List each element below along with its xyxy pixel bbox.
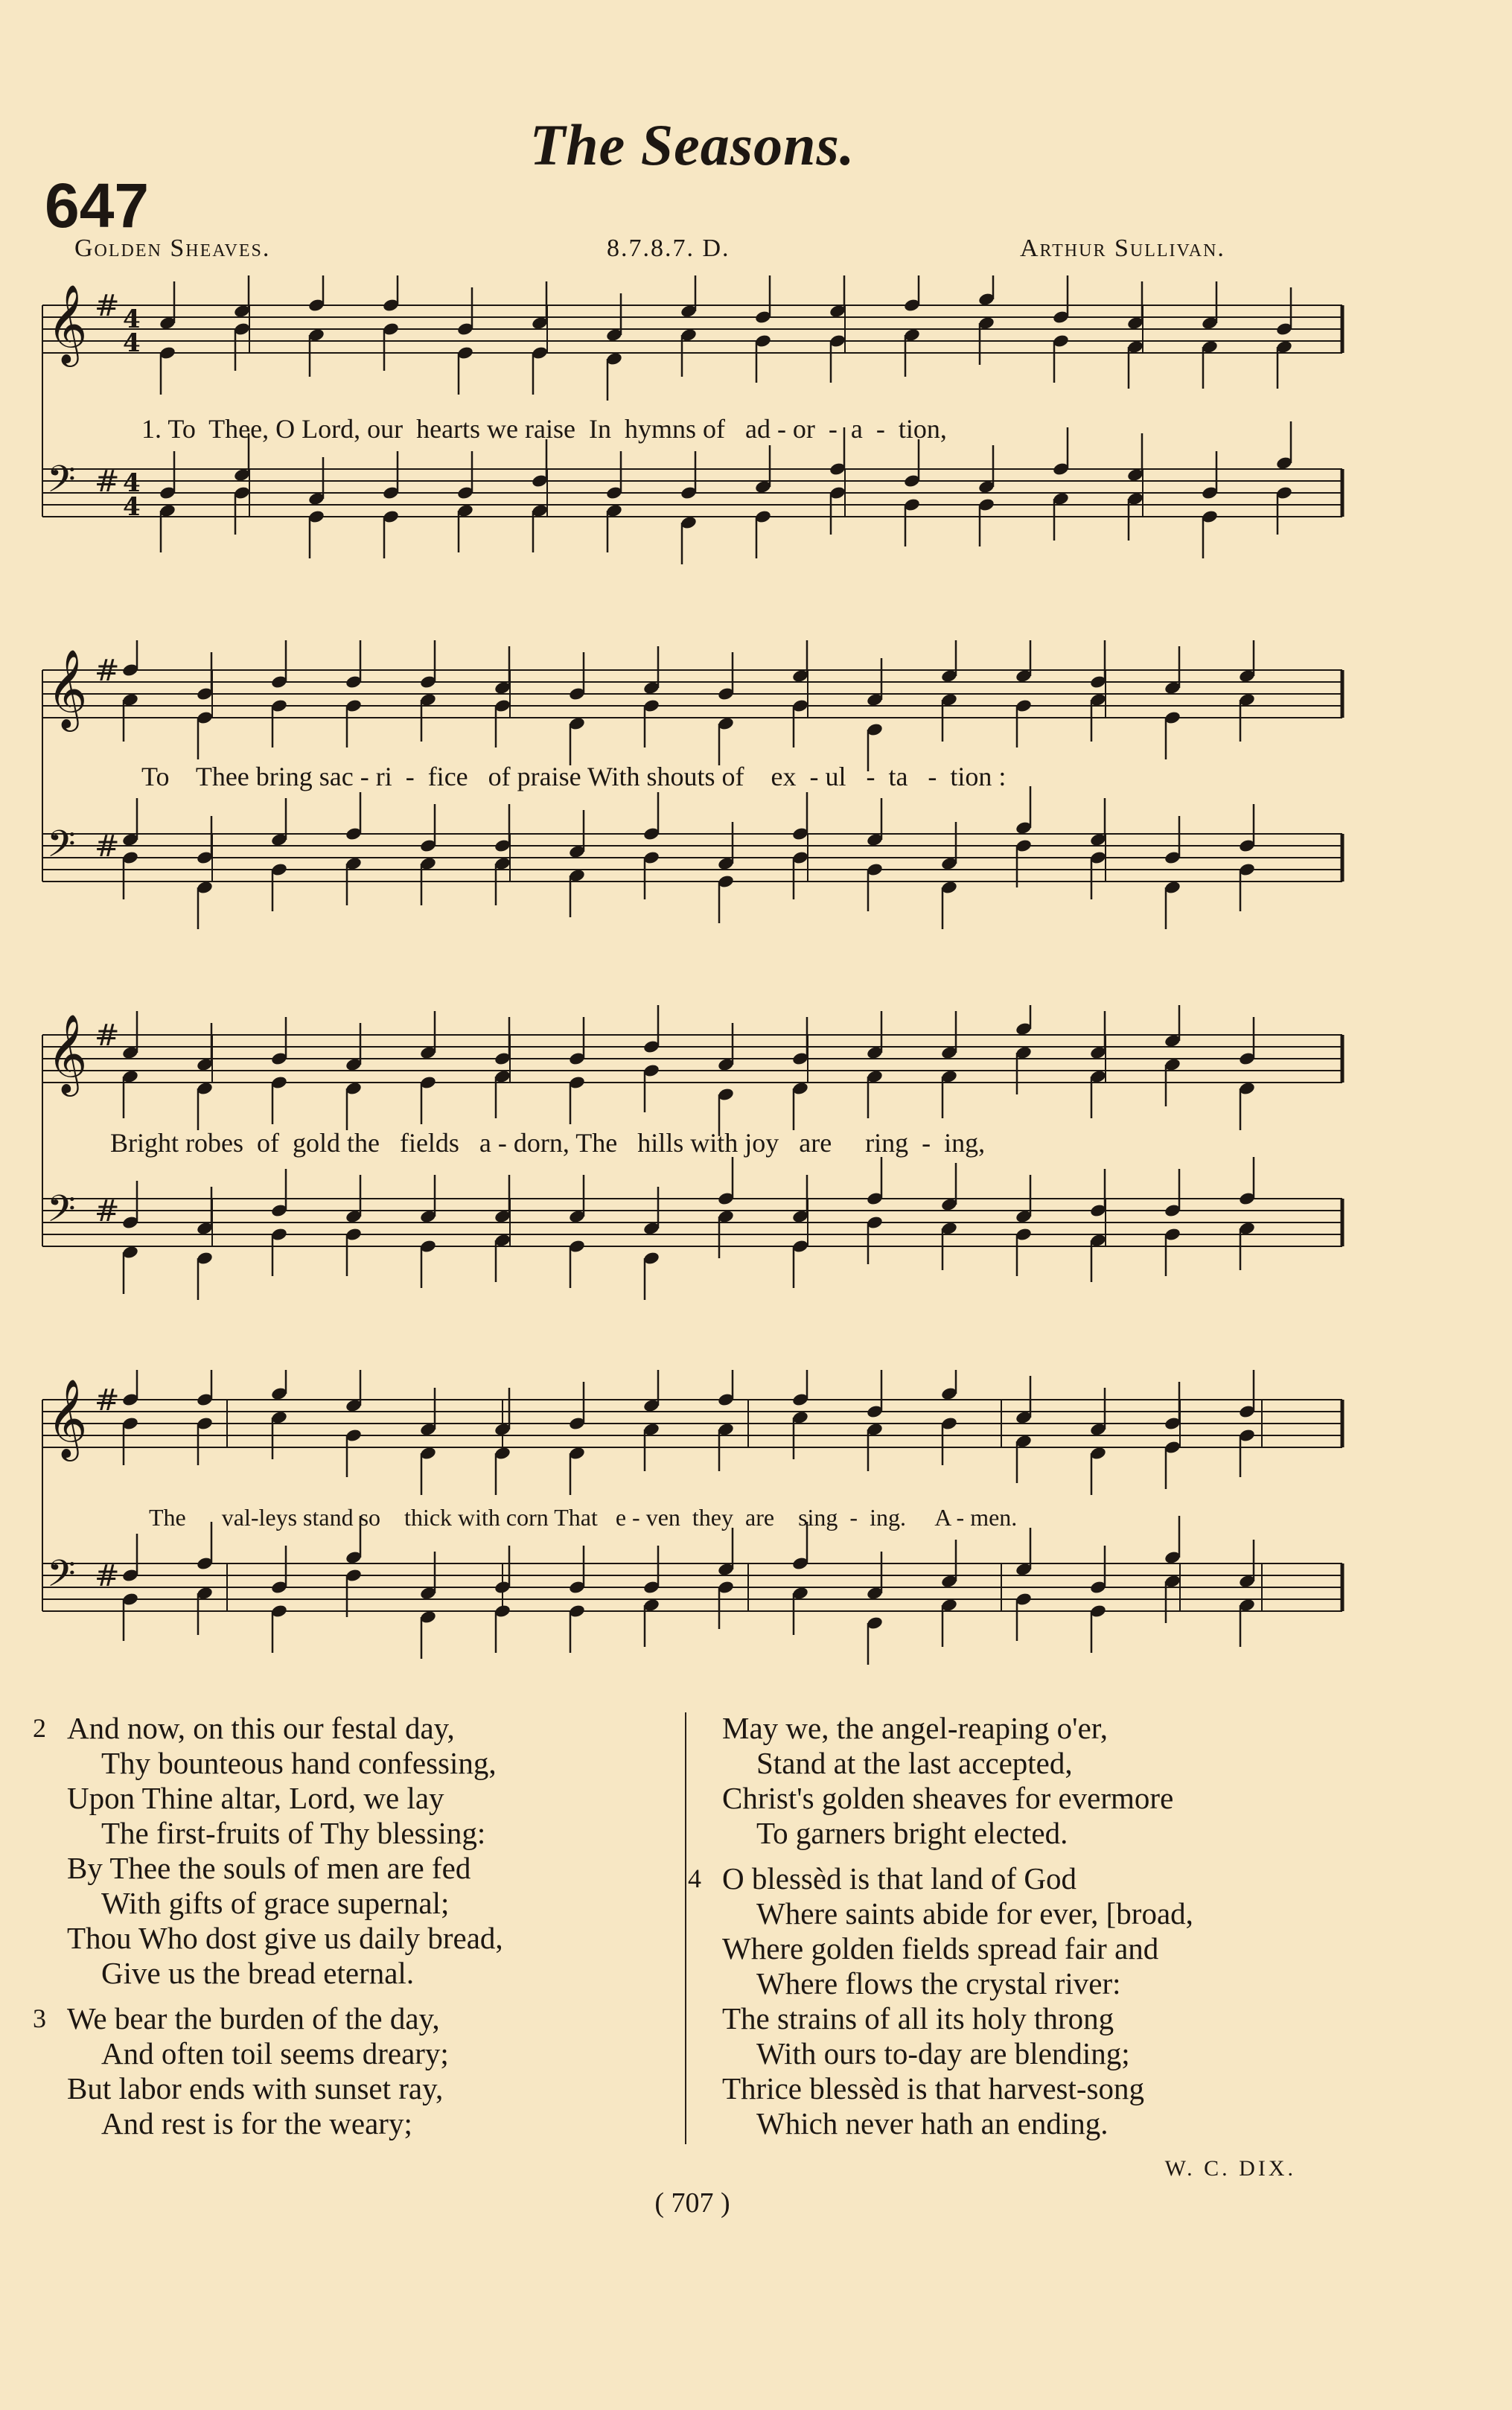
verse-line: Stand at the last accepted, [756,1746,1073,1780]
stanza-3-continued [722,1711,1362,1851]
verse-number: 2 [33,1713,46,1743]
lyric-line-1: 1. To Thee, O Lord, our hearts we raise In hymns of ad - or - a - tion, [141,414,947,444]
verse-number: 4 [688,1864,701,1893]
svg-text:#: # [95,1194,120,1228]
svg-text:𝄞: 𝄞 [47,284,88,363]
verse-line: Thy bounteous hand confessing, [101,1746,497,1780]
svg-text:𝄢: 𝄢 [47,823,76,875]
verse-line: The first-fruits of Thy blessing: [101,1816,486,1850]
treble-staff [42,284,1342,367]
verse-line: By Thee the souls of men are fed [67,1851,471,1885]
verse-line: Give us the bread eternal. [101,1956,415,1990]
lyric-line-2: To Thee bring sac - ri - fice of praise With shouts of ex - ul - ta - tion : [141,762,1007,791]
svg-text:#: # [95,1018,120,1053]
svg-text:𝄞: 𝄞 [47,1013,88,1093]
stanza-2 [33,1711,677,1991]
verse-line: And rest is for the weary; [101,2106,412,2140]
svg-text:#: # [95,654,120,688]
meter: 8.7.8.7. D. [607,235,730,262]
lyric-line-4: The val-leys stand so thick with corn That e - ven they are sing - ing. A - men. [149,1504,1018,1531]
treble-staff [42,1013,1342,1097]
verse-line: Where golden fields spread fair and [722,1931,1159,1966]
svg-text:4: 4 [123,305,141,334]
svg-text:4: 4 [123,492,141,522]
verse-number: 3 [33,2003,46,2033]
verses-left-column [33,1711,677,2152]
verse-line: Upon Thine altar, Lord, we lay [67,1781,444,1815]
verse-line: To garners bright elected. [756,1816,1068,1850]
composer: Arthur Sullivan. [1020,235,1225,262]
verse-line: But labor ends with sunset ray, [67,2071,444,2105]
verse-line: Thou Who dost give us daily bread, [67,1921,503,1955]
text-author: W. C. DIX. [1164,2156,1296,2181]
svg-text:#: # [95,1559,120,1593]
stanza-4 [688,1861,1362,2141]
verse-line: And often toil seems dreary; [101,2036,449,2071]
verse-line: With gifts of grace supernal; [101,1886,450,1920]
verse-line: The strains of all its holy throng [722,2001,1114,2036]
page-number: ( 707 ) [654,2187,730,2219]
svg-text:#: # [95,289,120,323]
verse-line: And now, on this our festal day, [67,1711,455,1745]
svg-text:4: 4 [123,468,141,498]
treble-staff [42,1378,1342,1461]
verse-line: May we, the angel-reaping o'er, [722,1711,1109,1745]
hymn-number: 647 [45,170,150,240]
stanza-3 [33,2001,677,2141]
treble-staff [42,648,1342,732]
column-divider [685,1712,686,2144]
verse-line: Christ's golden sheaves for evermore [722,1781,1174,1815]
svg-text:𝄢: 𝄢 [47,458,76,510]
svg-text:4: 4 [123,328,141,358]
verse-line: Where saints abide for ever, [broad, [756,1896,1193,1931]
bass-staff [42,1552,1342,1611]
svg-text:#: # [95,829,120,864]
verse-line: With ours to-day are blending; [756,2036,1130,2071]
svg-text:𝄢: 𝄢 [47,1188,76,1240]
verses-right-column [688,1711,1362,2152]
bass-staff [42,458,1342,517]
lyric-line-3: Bright robes of gold the fields a - dorn, The hills with joy are ring - ing, [110,1128,986,1158]
svg-text:#: # [95,1383,120,1418]
verse-line: O blessèd is that land of God [722,1861,1076,1896]
svg-text:𝄢: 𝄢 [47,1552,76,1604]
verse-line: We bear the burden of the day, [67,2001,440,2036]
tune-name: Golden Sheaves. [74,235,271,262]
verse-line: Where flows the crystal river: [756,1966,1121,2001]
verse-line: Thrice blessèd is that harvest-song [722,2071,1145,2105]
svg-text:𝄞: 𝄞 [47,1378,88,1458]
bass-staff [42,1188,1342,1246]
verse-line: Which never hath an ending. [756,2106,1109,2140]
svg-text:𝄞: 𝄞 [47,648,88,728]
bass-staff [42,823,1342,882]
section-title: The Seasons. [529,112,855,177]
svg-text:#: # [95,465,120,499]
